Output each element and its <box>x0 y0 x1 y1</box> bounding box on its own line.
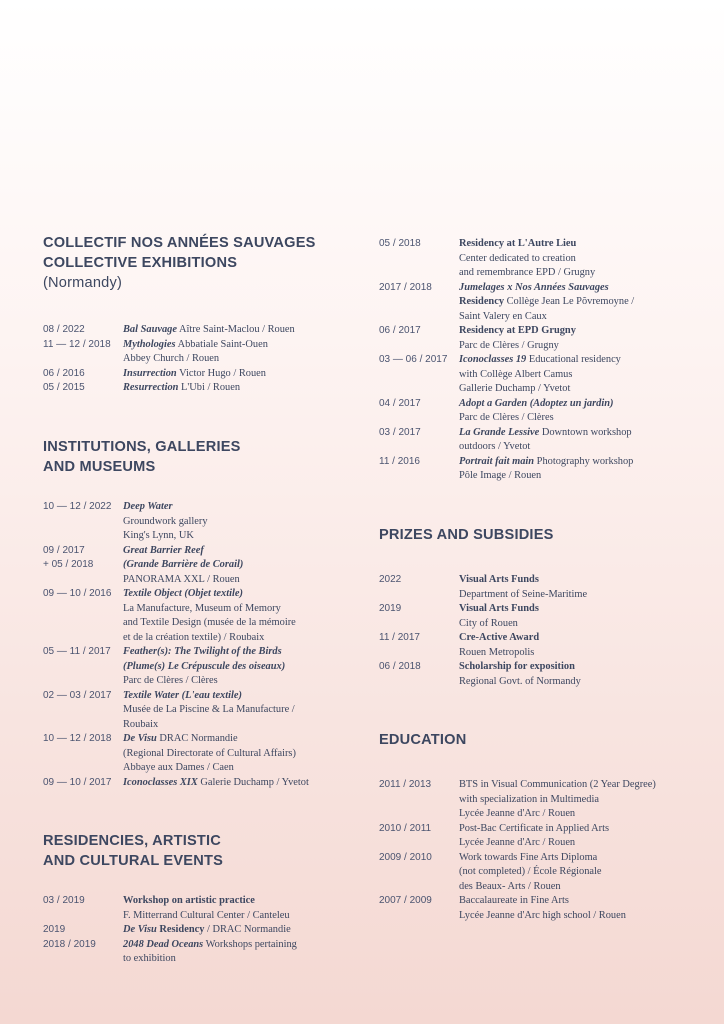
entry-date: 09 / 2017 + 05 / 2018 <box>43 544 94 570</box>
entry-body <box>459 894 699 923</box>
entry-body <box>123 923 343 938</box>
entry-body <box>459 573 699 602</box>
entry-title: De Visu <box>123 733 157 744</box>
entry-strong: Visual Arts Funds <box>459 574 539 585</box>
entry-strong: Residency at L'Autre Lieu <box>459 238 577 249</box>
entry-text: Gallerie Duchamp / Yvetot <box>459 383 571 394</box>
cv-entry <box>379 397 699 426</box>
entry-title: (Grande Barrière de Corail) <box>123 559 244 570</box>
entry-text: Lycée Jeanne d'Arc high school / Rouen <box>459 909 626 921</box>
heading-line: INSTITUTIONS, GALLERIES <box>43 439 241 455</box>
entry-line <box>123 381 343 396</box>
entry-body <box>459 822 699 851</box>
entry-text: et de la création textile) / Roubaix <box>123 631 265 643</box>
residencies-entries <box>43 894 343 967</box>
cv-entry <box>43 689 343 733</box>
entry-text: to exhibition <box>123 953 176 964</box>
entry-line <box>123 352 343 367</box>
entry-line <box>459 281 699 296</box>
entry-text: Educational residency <box>526 354 621 365</box>
entry-line <box>459 894 699 909</box>
entry-line <box>459 324 699 339</box>
entry-strong: Cre-Active Award <box>459 632 540 643</box>
entry-text: Saint Valery en Caux <box>459 310 547 322</box>
entry-text: BTS in Visual Communication (2 Year Degree) <box>459 779 656 790</box>
entry-title: Mythologies <box>123 338 176 350</box>
entry-text: with specialization in Multimedia <box>459 793 599 805</box>
entry-date: 2017 / 2018 <box>379 281 432 293</box>
entry-text: (not completed) / École Régionale <box>459 866 602 877</box>
collective-heading <box>43 233 316 293</box>
entry-line <box>459 237 699 252</box>
entry-text: Work towards Fine Arts Diploma <box>459 851 598 863</box>
cv-entry <box>379 851 699 895</box>
entry-line <box>123 515 343 530</box>
entry-date: 03 / 2017 <box>379 426 421 438</box>
entry-line <box>459 455 699 470</box>
entry-line <box>123 616 343 631</box>
cv-entry <box>379 894 699 923</box>
entry-line <box>459 368 699 383</box>
education-entries <box>379 778 699 923</box>
entry-line <box>459 822 699 837</box>
entry-text: Post-Bac Certificate in Applied Arts <box>459 822 610 834</box>
entry-title: Jumelages x Nos Années Sauvages <box>459 281 609 293</box>
entry-body <box>459 660 699 689</box>
entry-body <box>123 367 343 382</box>
entry-body <box>123 894 343 923</box>
entry-line <box>123 952 343 967</box>
entry-date: 05 / 2015 <box>43 382 85 393</box>
entry-title: Textile Object (Objet textile) <box>123 588 243 599</box>
entry-text: Parc de Clères / Clères <box>123 675 218 686</box>
collective-entries <box>43 323 343 396</box>
entry-text: and remembrance EPD / Grugny <box>459 267 596 278</box>
entry-date: 11 / 2017 <box>379 632 420 643</box>
entry-line <box>459 440 699 455</box>
heading-line: COLLECTIVE EXHIBITIONS <box>43 255 238 271</box>
entry-line <box>123 544 343 559</box>
cv-entry <box>43 338 343 367</box>
entry-text: Lycée Jeanne d'Arc / Rouen <box>459 837 576 848</box>
entry-line <box>459 807 699 822</box>
entry-line <box>123 894 343 909</box>
entry-text: Abbatiale Saint-Ouen <box>175 338 268 350</box>
entry-line <box>459 266 699 281</box>
prizes-heading <box>379 525 554 545</box>
heading-line: PRIZES AND SUBSIDIES <box>379 527 554 543</box>
cv-entry <box>379 353 699 397</box>
entry-body <box>123 938 343 967</box>
entry-body <box>459 281 699 325</box>
entry-text: Parc de Clères / Grugny <box>459 339 559 351</box>
entry-date: 11 — 12 / 2018 <box>43 338 111 350</box>
entry-line <box>459 295 699 310</box>
entry-body <box>459 426 699 455</box>
entry-line <box>123 674 343 689</box>
entry-body <box>123 500 343 544</box>
entry-line <box>123 573 343 588</box>
entry-text: Regional Govt. of Normandy <box>459 675 581 687</box>
entry-line <box>459 646 699 661</box>
heading-line: EDUCATION <box>379 732 467 748</box>
entry-date: 05 / 2018 <box>379 238 421 249</box>
entry-line <box>123 500 343 515</box>
entry-line <box>459 426 699 441</box>
cv-entry <box>43 894 343 923</box>
institutions-heading <box>43 437 241 477</box>
entry-line <box>459 675 699 690</box>
cv-entry <box>43 500 343 544</box>
entry-text: / DRAC Normandie <box>204 924 291 935</box>
entry-line <box>123 923 343 938</box>
entry-body <box>123 587 343 645</box>
cv-entry <box>379 455 699 484</box>
entry-text: Pôle Image / Rouen <box>459 470 542 481</box>
entry-text: Groundwork gallery <box>123 515 208 527</box>
entry-strong: Residency <box>459 296 505 307</box>
entry-line <box>123 367 343 382</box>
entry-title: Great Barrier Reef <box>123 544 204 556</box>
cv-entry <box>379 660 699 689</box>
entry-line <box>123 323 343 338</box>
entry-date: 11 / 2016 <box>379 455 420 467</box>
entry-title: Bal Sauvage <box>123 324 177 335</box>
entry-text: (Regional Directorate of Cultural Affairs) <box>123 747 296 759</box>
entry-line <box>459 353 699 368</box>
entry-text: F. Mitterrand Cultural Center / Canteleu <box>123 909 290 921</box>
entry-line <box>123 776 343 791</box>
entry-line <box>123 703 343 718</box>
entry-body <box>459 397 699 426</box>
entry-line <box>459 310 699 325</box>
entry-title: Adopt a Garden (Adoptez un jardin) <box>459 397 614 409</box>
entry-text: Collège Jean Le Põvremoyne / <box>504 296 635 307</box>
entry-line <box>123 747 343 762</box>
entry-body <box>459 851 699 895</box>
entry-line <box>459 836 699 851</box>
entry-text: Abbey Church / Rouen <box>123 353 220 364</box>
cv-entry <box>43 381 343 396</box>
entry-line <box>459 382 699 397</box>
cv-entry <box>43 367 343 382</box>
entry-strong: Residency <box>156 924 205 935</box>
entry-body <box>123 323 343 338</box>
entry-line <box>123 732 343 747</box>
entry-line <box>123 689 343 704</box>
entry-date: 05 — 11 / 2017 <box>43 646 111 657</box>
entry-text: Abbaye aux Dames / Caen <box>123 762 234 773</box>
entry-body <box>459 324 699 353</box>
entry-body <box>123 544 343 588</box>
entry-text: Center dedicated to creation <box>459 252 576 264</box>
entry-body <box>123 689 343 733</box>
cv-entry <box>43 645 343 689</box>
cv-entry <box>43 323 343 338</box>
entry-line <box>459 778 699 793</box>
entry-date: 2010 / 2011 <box>379 822 432 834</box>
entry-text: des Beaux- Arts / Rouen <box>459 880 561 892</box>
entry-text: with Collège Albert Camus <box>459 368 573 380</box>
entry-date: 03 — 06 / 2017 <box>379 354 448 365</box>
entry-text: La Manufacture, Museum of Memory <box>123 602 281 614</box>
entry-line <box>123 645 343 660</box>
entry-date: 2019 <box>379 603 402 614</box>
entry-title: Portrait fait main <box>459 455 535 467</box>
residencies-continued-entries <box>379 237 699 484</box>
entry-text: Victor Hugo / Rouen <box>176 367 266 379</box>
entry-date: 08 / 2022 <box>43 324 85 335</box>
entry-text: Lycée Jeanne d'Arc / Rouen <box>459 808 576 819</box>
cv-entry <box>379 631 699 660</box>
entry-date: 10 — 12 / 2018 <box>43 733 112 744</box>
entry-line <box>459 397 699 412</box>
entry-line <box>459 252 699 267</box>
entry-text: and Textile Design (musée de la mémoire <box>123 617 296 628</box>
entry-title: Iconoclasses 19 <box>459 354 527 365</box>
entry-text: City of Rouen <box>459 617 518 629</box>
entry-strong: Scholarship for exposition <box>459 661 575 672</box>
entry-date: 2009 / 2010 <box>379 851 432 863</box>
entry-body <box>459 602 699 631</box>
entry-title: Resurrection <box>123 382 179 393</box>
entry-line <box>123 938 343 953</box>
entry-line <box>123 761 343 776</box>
entry-date: 02 — 03 / 2017 <box>43 689 112 701</box>
cv-entry <box>43 732 343 776</box>
entry-text: PANORAMA XXL / Rouen <box>123 573 240 585</box>
entry-date: 2011 / 2013 <box>379 779 432 790</box>
entry-line <box>459 602 699 617</box>
entry-text: Downtown workshop <box>539 426 632 438</box>
entry-text: outdoors / Yvetot <box>459 441 531 452</box>
entry-title: De Visu <box>123 924 157 935</box>
entry-text: Galerie Duchamp / Yvetot <box>197 776 309 788</box>
entry-title: Feather(s): The Twilight of the Birds <box>123 646 282 657</box>
entry-text: Roubaix <box>123 718 159 730</box>
entry-title: Insurrection <box>123 367 177 379</box>
institutions-entries <box>43 500 343 790</box>
cv-entry <box>379 237 699 281</box>
entry-line <box>459 660 699 675</box>
entry-line <box>123 660 343 675</box>
entry-line <box>459 469 699 484</box>
cv-entry <box>379 602 699 631</box>
prizes-entries <box>379 573 699 689</box>
entry-line <box>123 909 343 924</box>
entry-date: 2018 / 2019 <box>43 938 96 950</box>
entry-body <box>459 631 699 660</box>
entry-text: L'Ubi / Rouen <box>178 382 241 393</box>
entry-line <box>123 529 343 544</box>
cv-entry <box>379 281 699 325</box>
entry-date: 09 — 10 / 2016 <box>43 588 112 599</box>
cv-entry <box>43 938 343 967</box>
entry-line <box>123 558 343 573</box>
entry-title: (Plume(s) Le Crépuscule des oiseaux) <box>123 660 286 672</box>
entry-line <box>459 865 699 880</box>
heading-line: COLLECTIF NOS ANNÉES SAUVAGES <box>43 235 316 251</box>
entry-line <box>459 573 699 588</box>
entry-text: Parc de Clères / Clères <box>459 412 554 423</box>
entry-title: Textile Water (L'eau textile) <box>123 689 242 701</box>
entry-strong: Workshop on artistic practice <box>123 895 255 906</box>
education-heading <box>379 730 466 750</box>
entry-date: 09 — 10 / 2017 <box>43 776 112 788</box>
entry-text: Photography workshop <box>534 455 634 467</box>
entry-body <box>459 353 699 397</box>
entry-line <box>123 631 343 646</box>
entry-line <box>459 617 699 632</box>
entry-text: DRAC Normandie <box>156 733 238 744</box>
entry-title: Deep Water <box>123 501 173 512</box>
entry-line <box>123 718 343 733</box>
entry-text: Rouen Metropolis <box>459 646 535 658</box>
entry-title: La Grande Lessive <box>459 426 540 438</box>
entry-text: Workshops pertaining <box>203 938 297 950</box>
entry-line <box>459 851 699 866</box>
entry-date: 03 / 2019 <box>43 895 85 906</box>
entry-line <box>459 411 699 426</box>
entry-strong: Residency at EPD Grugny <box>459 325 576 336</box>
entry-text: Aître Saint-Maclou / Rouen <box>176 324 295 335</box>
entry-text: Baccalaureate in Fine Arts <box>459 895 569 906</box>
entry-body <box>123 381 343 396</box>
entry-date: 2022 <box>379 574 402 585</box>
entry-text: King's Lynn, UK <box>123 530 194 541</box>
entry-date: 06 / 2016 <box>43 367 85 379</box>
entry-body <box>123 732 343 776</box>
entry-strong: Visual Arts Funds <box>459 603 539 614</box>
entry-line <box>459 793 699 808</box>
entry-date: 2019 <box>43 924 66 935</box>
cv-entry <box>379 822 699 851</box>
heading-region: (Normandy) <box>43 275 123 291</box>
residencies-heading <box>43 831 223 871</box>
cv-entry <box>43 776 343 791</box>
cv-entry <box>43 544 343 588</box>
cv-entry <box>379 573 699 602</box>
entry-date: 06 / 2017 <box>379 325 421 336</box>
entry-date: 10 — 12 / 2022 <box>43 501 112 512</box>
heading-line: AND CULTURAL EVENTS <box>43 853 224 869</box>
entry-line <box>459 339 699 354</box>
entry-text: Musée de La Piscine & La Manufacture / <box>123 704 295 715</box>
entry-line <box>459 909 699 924</box>
cv-entry <box>43 923 343 938</box>
entry-date: 2007 / 2009 <box>379 895 432 906</box>
entry-title: Iconoclasses XIX <box>123 776 198 788</box>
entry-body <box>459 778 699 822</box>
entry-text: Department of Seine-Maritime <box>459 588 588 600</box>
cv-entry <box>43 587 343 645</box>
entry-title: 2048 Dead Oceans <box>123 938 204 950</box>
entry-line <box>459 880 699 895</box>
heading-line: AND MUSEUMS <box>43 459 156 475</box>
cv-entry <box>379 426 699 455</box>
entry-line <box>123 587 343 602</box>
entry-date: 04 / 2017 <box>379 397 421 409</box>
entry-body <box>459 455 699 484</box>
entry-date: 06 / 2018 <box>379 661 421 672</box>
cv-entry <box>379 324 699 353</box>
entry-line <box>123 338 343 353</box>
cv-entry <box>379 778 699 822</box>
entry-line <box>459 588 699 603</box>
entry-body <box>123 645 343 689</box>
heading-line: RESIDENCIES, ARTISTIC <box>43 833 221 849</box>
entry-line <box>459 631 699 646</box>
entry-line <box>123 602 343 617</box>
entry-body <box>123 338 343 367</box>
entry-body <box>459 237 699 281</box>
entry-body <box>123 776 343 791</box>
